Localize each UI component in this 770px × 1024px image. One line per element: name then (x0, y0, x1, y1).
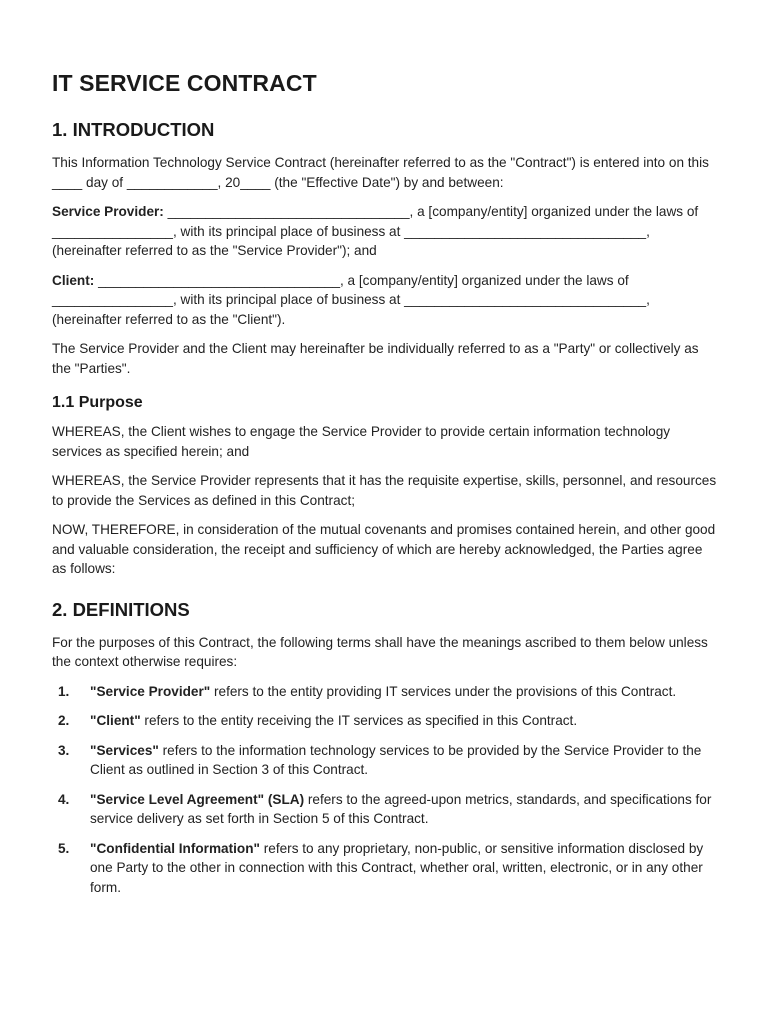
definition-text: refers to the information technology services to be provided by the Service Provider to the Client as outlined in Section 3 of this Contract. (90, 742, 702, 777)
definition-term: "Confidential Information" (90, 840, 260, 856)
document-title: IT SERVICE CONTRACT (52, 70, 317, 96)
client-paragraph (52, 271, 718, 330)
introduction-section (52, 119, 718, 378)
purpose-section (52, 394, 718, 579)
definition-text: refers to the agreed-upon metrics, standards, and specifications for service delivery as set forth in Section 5 of this Contract. (90, 791, 712, 826)
definition-text: refers to the entity providing IT services under the provisions of this Contract. (210, 683, 677, 699)
definitions-heading: 2. DEFINITIONS (52, 598, 190, 620)
definitions-section (52, 599, 718, 898)
client-label: Client: (52, 272, 95, 288)
introduction-heading: 1. INTRODUCTION (52, 119, 215, 140)
definition-item (52, 839, 718, 898)
definition-text: refers to any proprietary, non-public, or sensitive information disclosed by one Party to the other in connection with this Contract, whether oral, written, electronic, or in any other form. (90, 840, 704, 895)
definition-term: "Services" (90, 742, 159, 758)
introduction-paragraph: This Information Technology Service Contract (hereinafter referred to as the "Contract") is entered into on this ____ day of ____________, 20____ (the "Effective Date") by and between: (52, 155, 709, 190)
definition-item (52, 711, 718, 731)
service-provider-text: ________________________________, a [company/entity] organized under the laws of ________________, with its principal place of business at ________________________________, (hereinafter referred to as the "Service Provider"); and (52, 204, 699, 258)
definition-item (52, 741, 718, 780)
definition-term: "Client" (90, 713, 141, 728)
definition-item (52, 682, 718, 702)
definition-number: 1. (58, 683, 70, 699)
definition-number: 5. (58, 840, 70, 856)
service-provider-label: Service Provider: (52, 204, 164, 219)
purpose-paragraph-2: WHEREAS, the Service Provider represents that it has the requisite expertise, skills, personnel, and resources to provide the Services as defined in this Contract; (52, 473, 717, 508)
definition-number: 3. (58, 742, 70, 758)
client-text: ________________________________, a [company/entity] organized under the laws of ________________, with its principal place of business at ________________________________, (hereinafter referred to as the "Client"). (52, 272, 650, 327)
definition-term: "Service Level Agreement" (SLA) (90, 791, 305, 807)
definition-number: 2. (58, 713, 70, 728)
definition-number: 4. (58, 791, 70, 807)
definition-item (52, 790, 718, 829)
purpose-paragraph-3: NOW, THEREFORE, in consideration of the mutual covenants and promises contained herein, and other good and valuable consideration, the receipt and sufficiency of which are hereby acknowledged, the Parties agree as follows: (52, 522, 716, 576)
service-provider-paragraph (52, 202, 718, 261)
purpose-heading: 1.1 Purpose (52, 394, 143, 411)
definitions-intro: For the purposes of this Contract, the following terms shall have the meanings ascribed to them below unless the context otherwise requires: (52, 634, 708, 669)
definition-text: refers to the entity receiving the IT services as specified in this Contract. (140, 713, 578, 728)
definition-term: "Service Provider" (90, 683, 211, 699)
parties-paragraph: The Service Provider and the Client may hereinafter be individually referred to as a "Party" or collectively as the "Parties". (52, 341, 699, 376)
purpose-paragraph-1: WHEREAS, the Client wishes to engage the Service Provider to provide certain information technology services as specified herein; and (52, 424, 671, 459)
definitions-list (52, 682, 718, 898)
